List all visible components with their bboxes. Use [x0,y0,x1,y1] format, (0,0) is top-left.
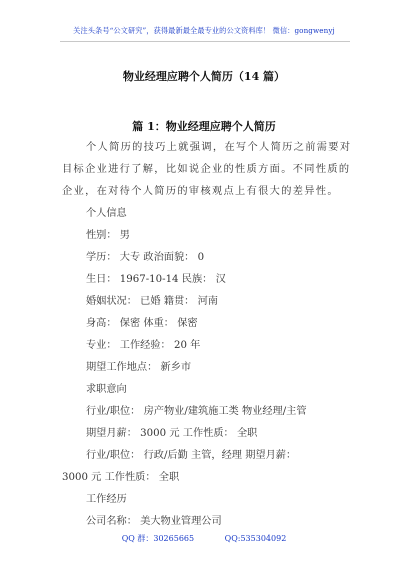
info-marital: 婚姻状况： 已婚 籍贯： 河南 [86,296,218,307]
job-intent-line-1: 行业/职位： 房产物业/建筑施工类 物业经理/主管 [86,406,307,417]
info-birthday: 生日： 1967-10-14 民族： 汉 [86,274,226,285]
personal-info-heading: 个人信息 [86,208,127,219]
job-intent-line-4: 3000 元 工作性质： 全职 [62,472,180,483]
footer-qq-group: QQ 群：30265665 [121,534,195,543]
info-major: 专业： 工作经验： 20 年 [86,340,201,351]
info-gender: 性别： 男 [86,230,130,241]
section-title: 篇 1：物业经理应聘个人简历 [132,120,276,133]
info-location: 期望工作地点： 新乡市 [86,362,192,373]
header-divider [60,41,350,42]
work-history-heading: 工作经历 [86,494,127,505]
intro-line-1: 个人简历的技巧上就强调，在写个人简历之前需要对 [86,142,352,153]
company-name: 公司名称： 美大物业管理公司 [86,516,222,527]
job-intent-line-3: 行业/职位： 行政/后勤 主管，经理 期望月薪： [86,450,297,461]
info-height: 身高： 保密 体重： 保密 [86,318,198,329]
info-education: 学历： 大专 政治面貌： 0 [86,252,205,263]
document-title: 物业经理应聘个人简历（14 篇） [122,70,286,83]
header-banner: 关注头条号“公文研究”，获得最新最全最专业的公文资料库！ 微信：gongwenyj [73,26,335,35]
intro-line-3: 企业，在对待个人简历的审核观点上有很大的差异性。 [62,186,339,197]
job-intent-heading: 求职意向 [86,384,127,395]
footer [0,533,408,544]
intro-line-2: 目标企业进行了解，比如说企业的性质方面。不同性质的 [62,164,351,175]
job-intent-line-2: 期望月薪： 3000 元 工作性质： 全职 [86,428,258,439]
footer-qq: QQ:535304092 [224,534,287,543]
